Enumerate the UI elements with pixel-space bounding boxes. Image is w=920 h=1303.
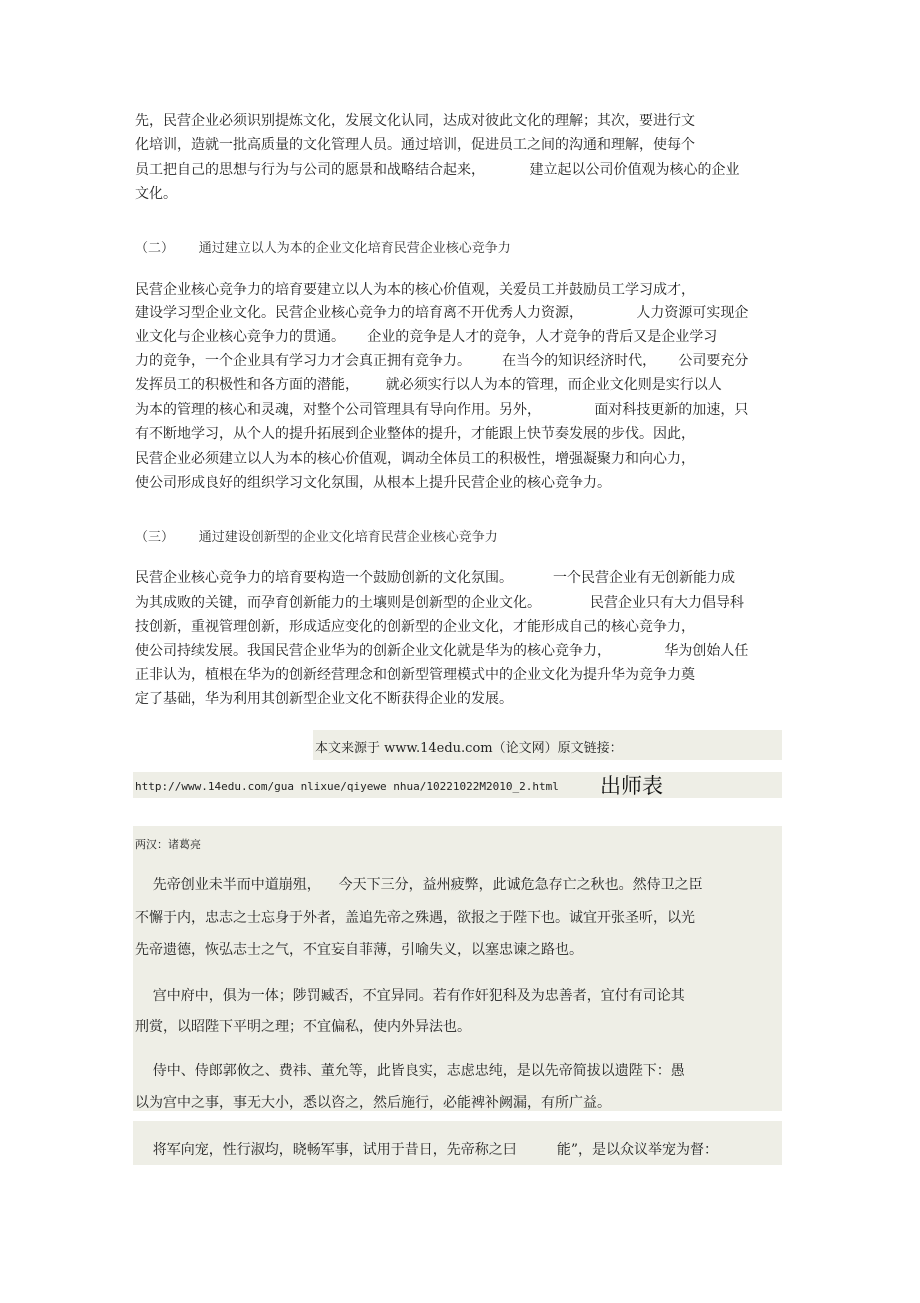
essay-title: 出师表 — [600, 774, 663, 798]
section-heading: （二） 通过建立以人为本的企业文化培育民营企业核心竞争力 — [135, 241, 511, 256]
text-line: 发挥员工的积极性和各方面的潜能， 就必须实行以人为本的管理，而企业文化则是实行以人 — [135, 377, 722, 393]
section-heading: （三） 通过建设创新型的企业文化培育民营企业核心竞争力 — [135, 530, 498, 545]
text-line: 技创新，重视管理创新，形成适应变化的创新型的企业文化，才能形成自己的核心竞争力， — [135, 619, 695, 635]
text-line: 建设学习型企业文化。民营企业核心竞争力的培育离不开优秀人力资源， 人力资源可实现企 — [135, 305, 749, 321]
text-line: 先，民营企业必须识别提炼文化，发展文化认同，达成对彼此文化的理解；其次，要进行文 — [135, 113, 695, 129]
essay-line: 宫中府中，俱为一体；陟罚臧否，不宜异同。若有作奸犯科及为忠善者，宜付有司论其 — [135, 988, 685, 1004]
essay-line: 先帝创业未半而中道崩殂， 今天下三分，益州疲弊，此诚危急存亡之秋也。然侍卫之臣 — [135, 877, 703, 893]
essay-line: 侍中、侍郎郭攸之、费祎、董允等，此皆良实，志虑忠纯，是以先帝简拔以遗陛下：愚 — [135, 1063, 685, 1079]
essay-line: 先帝遗德，恢弘志士之气，不宜妄自菲薄，引喻失义，以塞忠谏之路也。 — [135, 942, 583, 958]
text-line: 民营企业必须建立以人为本的核心价值观，调动全体员工的积极性，增强凝聚力和向心力， — [135, 451, 695, 467]
text-line: 使公司形成良好的组织学习文化氛围，从根本上提升民营企业的核心竞争力。 — [135, 475, 611, 491]
essay-author: 两汉：诸葛亮 — [135, 838, 201, 851]
text-line: 使公司持续发展。我国民营企业华为的创新企业文化就是华为的核心竞争力， 华为创始人任 — [135, 643, 749, 659]
text-line: 为其成败的关键，而孕育创新能力的土壤则是创新型的企业文化。 民营企业只有大力倡导科 — [135, 595, 744, 611]
text-line: 定了基础，华为利用其创新型企业文化不断获得企业的发展。 — [135, 691, 513, 707]
text-line: 正非认为，植根在华为的创新经营理念和创新型管理模式中的企业文化为提升华为竞争力奠 — [135, 667, 695, 683]
text-line: 业文化与企业核心竞争力的贯通。 企业的竞争是人才的竞争，人才竞争的背后又是企业学习 — [135, 329, 718, 345]
text-line: 有不断地学习，从个人的提升拓展到企业整体的提升，才能跟上快节奏发展的步伐。因此， — [135, 426, 695, 442]
essay-line: 不懈于内，忠志之士忘身于外者，盖追先帝之殊遇，欲报之于陛下也。诚宜开张圣听，以光 — [135, 910, 695, 926]
text-line: 民营企业核心竞争力的培育要构造一个鼓励创新的文化氛围。 一个民营企业有无创新能力成 — [135, 570, 736, 586]
source-url-link[interactable]: http://www.14edu.com/gua nlixue/qiyewe nhua/10221022M2010_2.html — [135, 780, 559, 793]
text-line: 民营企业核心竞争力的培育要建立以人为本的核心价值观，关爱员工并鼓励员工学习成才， — [135, 282, 695, 298]
text-line: 为本的管理的核心和灵魂，对整个公司管理具有导向作用。另外， 面对科技更新的加速，只 — [135, 402, 749, 418]
source-line: 本文来源于 www.14edu.com（论文网）原文链接： — [315, 741, 623, 756]
text-line: 力的竞争，一个企业具有学习力才会真正拥有竞争力。 在当今的知识经济时代， 公司要充分 — [135, 353, 749, 369]
essay-line: 以为宫中之事，事无大小，悉以咨之，然后施行，必能裨补阙漏，有所广益。 — [135, 1095, 611, 1111]
text-line: 员工把自己的思想与行为与公司的愿景和战略结合起来， 建立起以公司价值观为核心的企业 — [135, 162, 740, 178]
essay-line: 刑赏，以昭陛下平明之理；不宜偏私，使内外异法也。 — [135, 1019, 471, 1035]
text-line: 文化。 — [135, 186, 177, 202]
essay-line: 将军向宠，性行淑均，晓畅军事，试用于昔日，先帝称之曰 能”，是以众议举宠为督： — [135, 1142, 719, 1158]
text-line: 化培训，造就一批高质量的文化管理人员。通过培训，促进员工之间的沟通和理解，使每个 — [135, 137, 695, 153]
